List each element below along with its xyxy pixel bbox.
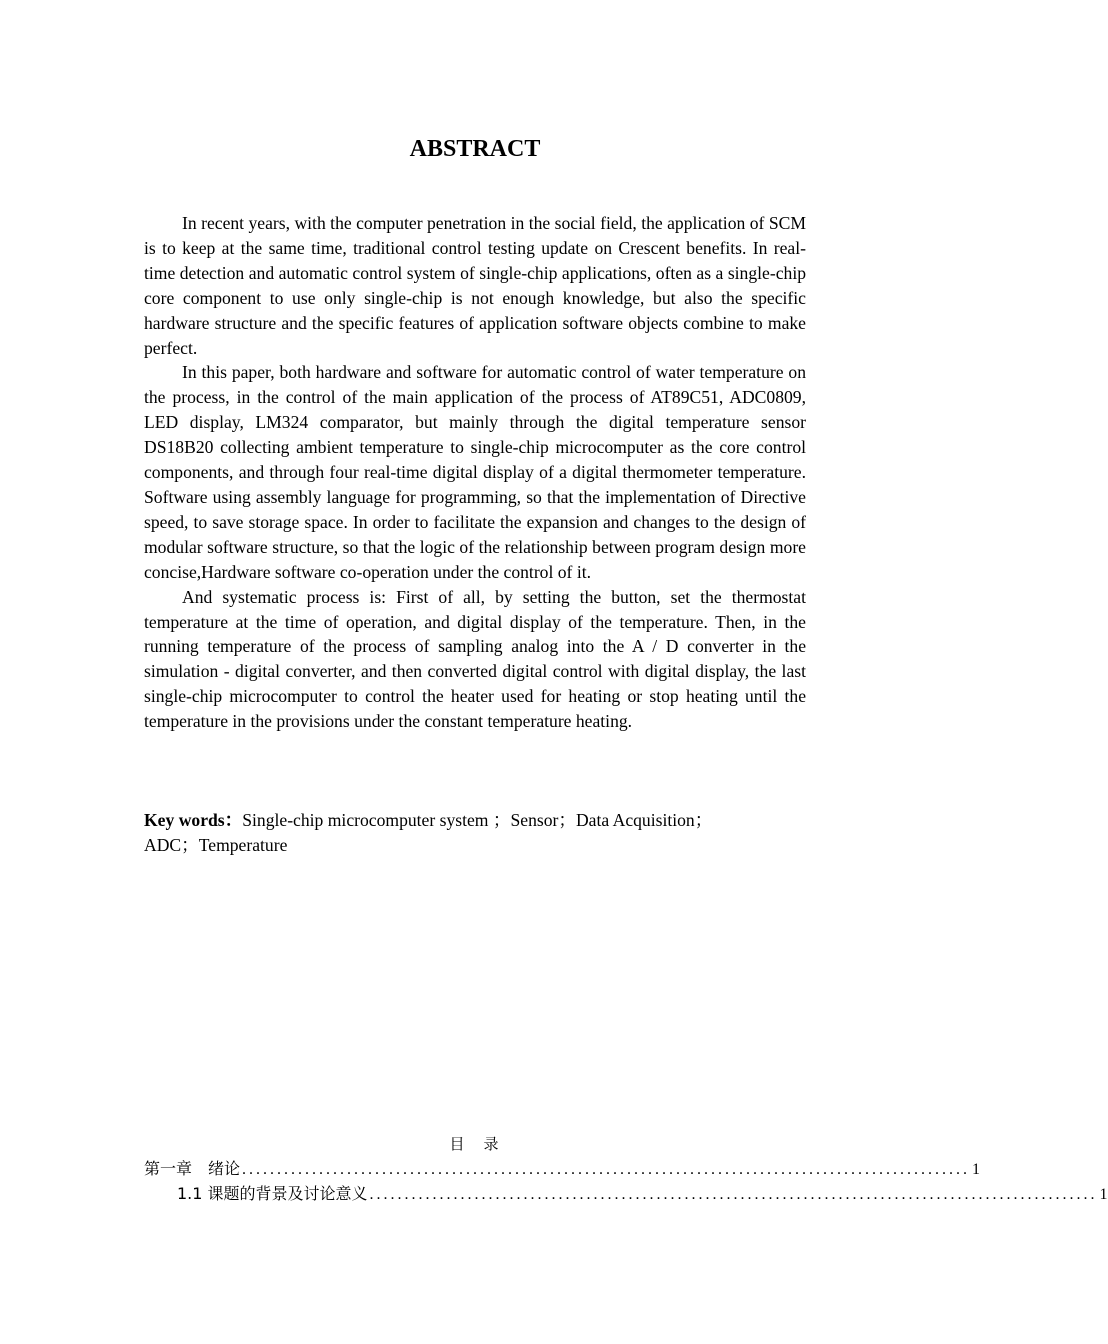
- toc-entry-label: 1.1 课题的背景及讨论意义: [177, 1184, 368, 1203]
- abstract-paragraph-2: In this paper, both hardware and software for automatic control of water temperature on the process, in the control of the main application of the process of AT89C51, ADC0809, LED display, LM324 comparator, but mainly through the digital temperature sensor DS18B20 collecting ambient temperature to single-chip microcomputer as the core control components, and through four real-time digital display of a digital thermometer temperature. Software using assembly language for programming, so that the implementation of Directive speed, to save storage space. In order to facilitate the expansion and changes to the design of modular software structure, so that the logic of the relationship between program design more concise,Hardware software co-operation under the control of it.: [144, 362, 806, 582]
- abstract-heading: ABSTRACT: [409, 136, 541, 162]
- abstract-body: [144, 211, 806, 734]
- toc-entry[interactable]: [144, 1157, 981, 1182]
- keywords-line-1: Single-chip microcomputer system ；Sensor；Data Acquisition；: [242, 810, 713, 830]
- toc-page-number: 1: [1099, 1186, 1108, 1203]
- toc-dot-leader: ........................................................................................................: [369, 1186, 1098, 1203]
- toc-heading: 目 录: [449, 1135, 501, 1153]
- toc-entry[interactable]: [177, 1182, 1108, 1207]
- keywords-block: [144, 808, 806, 858]
- toc-dot-leader: ........................................................................................................: [242, 1161, 971, 1178]
- abstract-paragraph-3: And systematic process is: First of all, by setting the button, set the thermostat temperature at the time of operation, and digital display of the temperature. Then, in the running temperature of the process of sampling analog into the A / D converter in the simulation - digital converter, and then converted digital control with digital display, the last single-chip microcomputer to control the heater used for heating or stop heating until the temperature in the provisions under the constant temperature heating.: [144, 586, 806, 732]
- keywords-line-2: ADC；Temperature: [144, 834, 288, 855]
- toc-page-number: 1: [972, 1161, 981, 1178]
- keywords-label: Key words：: [144, 810, 243, 830]
- toc-entry-label: 第一章 绪论: [144, 1159, 241, 1178]
- abstract-paragraph-1: In recent years, with the computer penetration in the social field, the application of SCM is to keep at the same time, traditional control testing update on Crescent benefits. In real-time detection and automatic control system of single-chip applications, often as a single-chip core component to use only single-chip is not enough knowledge, but also the specific hardware structure and the specific features of application software objects combine to make perfect.: [144, 213, 806, 358]
